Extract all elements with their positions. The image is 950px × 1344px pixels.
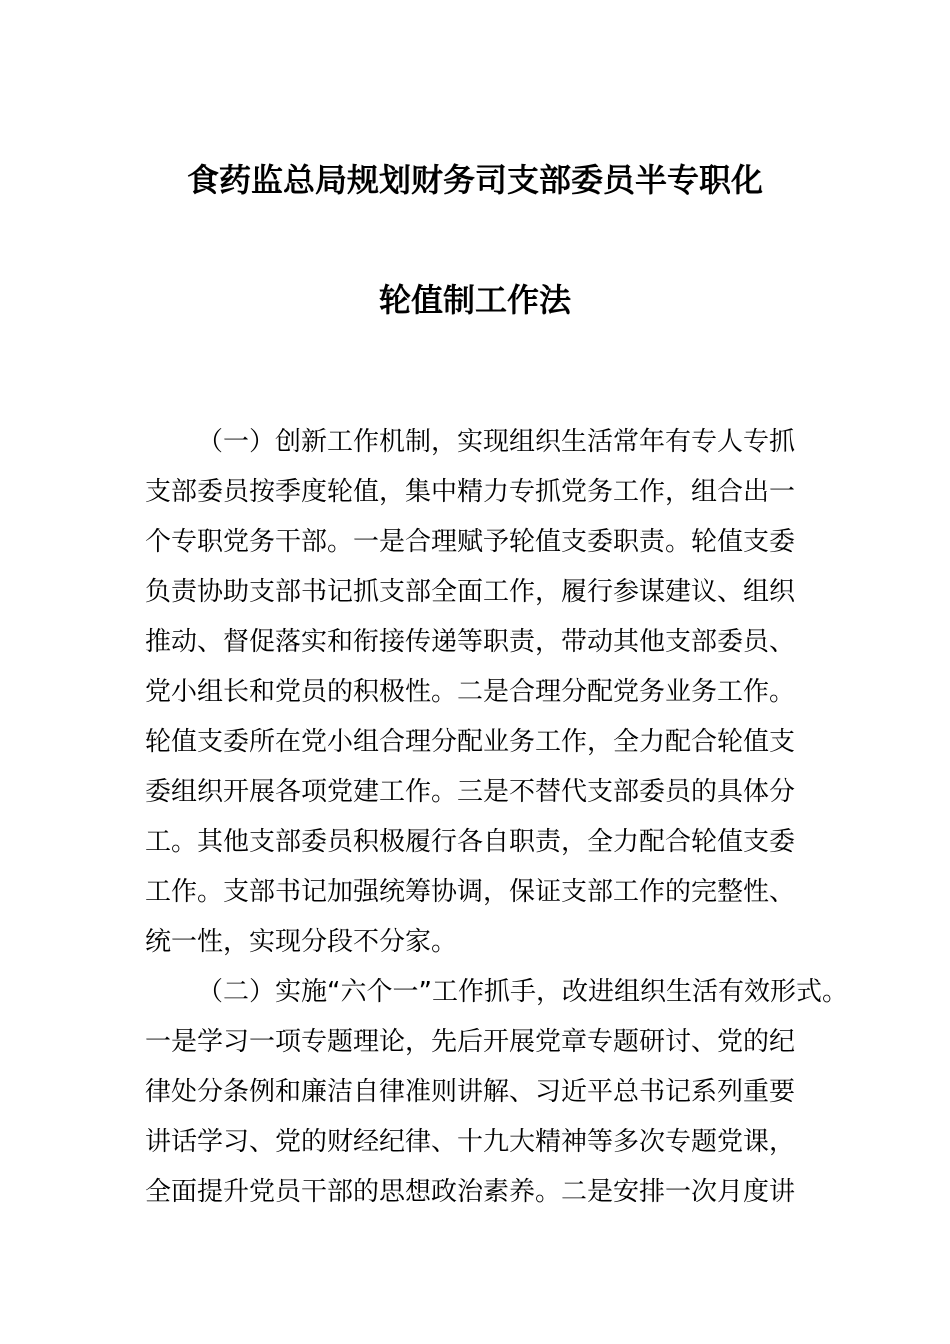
paragraph-1-line-10: 工作。支部书记加强统筹协调，保证支部工作的完整性、 <box>145 877 796 907</box>
paragraph-2-line-5: 全面提升党员干部的思想政治素养。二是安排一次月度讲 <box>145 1177 796 1207</box>
paragraph-1-line-11: 统一性，实现分段不分家。 <box>145 927 458 957</box>
paragraph-2-line-1: （二）实施“六个一”工作抓手，改进组织生活有效形式。 <box>197 977 848 1007</box>
paragraph-2-line-3: 律处分条例和廉洁自律准则讲解、习近平总书记系列重要 <box>145 1077 796 1107</box>
document-title-line-2: 轮值制工作法 <box>378 281 571 319</box>
paragraph-1-line-9: 工。其他支部委员积极履行各自职责，全力配合轮值支委 <box>145 827 796 857</box>
paragraph-1-line-2: 支部委员按季度轮值，集中精力专抓党务工作，组合出一 <box>145 477 796 507</box>
document-title-line-1: 食药监总局规划财务司支部委员半专职化 <box>186 161 763 199</box>
paragraph-2-line-2: 一是学习一项专题理论，先后开展党章专题研讨、党的纪 <box>145 1027 796 1057</box>
paragraph-1-line-8: 委组织开展各项党建工作。三是不替代支部委员的具体分 <box>145 777 796 807</box>
paragraph-1-line-5: 推动、督促落实和衔接传递等职责，带动其他支部委员、 <box>145 627 796 657</box>
paragraph-2-line-4: 讲话学习、党的财经纪律、十九大精神等多次专题党课， <box>145 1127 796 1157</box>
paragraph-1-line-1: （一）创新工作机制，实现组织生活常年有专人专抓 <box>197 427 796 457</box>
paragraph-1-line-4: 负责协助支部书记抓支部全面工作，履行参谋建议、组织 <box>145 577 796 607</box>
document-body <box>145 417 848 1217</box>
paragraph-1-line-3: 个专职党务干部。一是合理赋予轮值支委职责。轮值支委 <box>145 527 796 557</box>
paragraph-1-line-7: 轮值支委所在党小组合理分配业务工作，全力配合轮值支 <box>145 727 796 757</box>
paragraph-1-line-6: 党小组长和党员的积极性。二是合理分配党务业务工作。 <box>145 677 796 707</box>
